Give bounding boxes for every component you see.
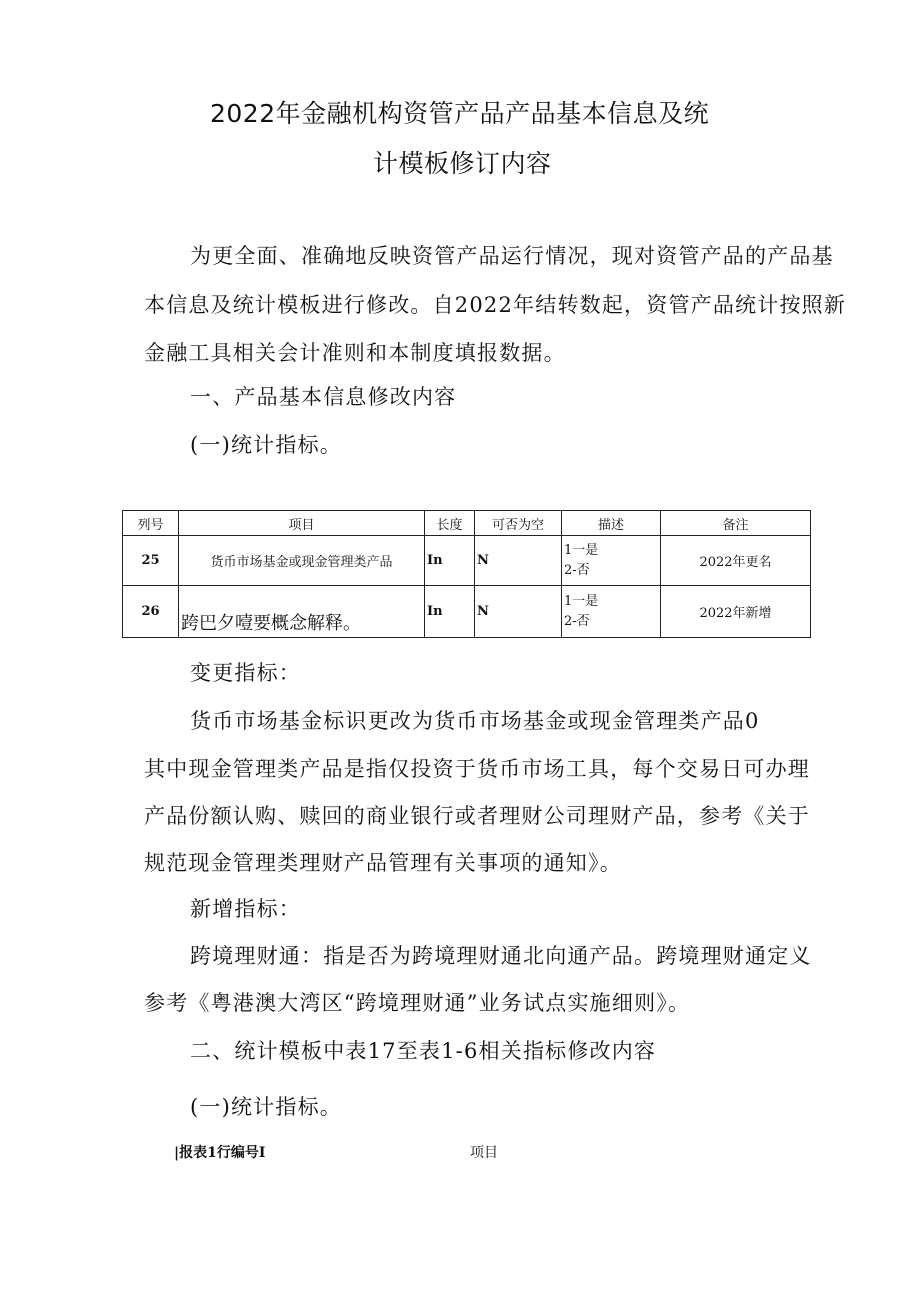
cell-note: 2022年更名	[661, 536, 811, 586]
cell-col-number: 26	[123, 586, 179, 638]
cell-note: 2022年新增	[661, 586, 811, 638]
description-option-yes: 1一是	[564, 542, 599, 558]
table2-header-item: 项目	[470, 1145, 498, 1161]
change-line-1: 货币市场基金标识更改为货币市场基金或现金管理类产品0	[190, 709, 760, 733]
description-option-yes: 1一是	[564, 593, 599, 609]
header-item: 项目	[179, 511, 425, 536]
table2-header-row-number-label: |报表1行编号I	[174, 1145, 266, 1161]
header-nullable: 可否为空	[475, 511, 562, 536]
cell-description	[562, 586, 661, 638]
description-option-no: 2-否	[564, 562, 590, 578]
added-line-1: 跨境理财通：指是否为跨境理财通北向通产品。跨境理财通定义	[190, 944, 812, 968]
intro-line-3: 金融工具相关会计准则和本制度填报数据。	[144, 341, 566, 365]
intro-line-2: 本信息及统计模板进行修改。自2022年结转数起，资管产品统计按照新	[144, 293, 847, 317]
page-title-line2: 计模板修订内容	[373, 149, 552, 178]
header-description: 描述	[562, 511, 661, 536]
change-line-3: 产品份额认购、赎回的商业银行或者理财公司理财产品，参考《关于	[144, 804, 810, 828]
description-option-no: 2-否	[564, 613, 590, 629]
intro-line-1: 为更全面、准确地反映资管产品运行情况，现对资管产品的产品基	[190, 244, 834, 268]
table-row	[123, 586, 811, 638]
cell-col-number: 25	[123, 536, 179, 586]
header-length: 长度	[425, 511, 475, 536]
table-header-row	[123, 511, 811, 536]
header-note: 备注	[661, 511, 811, 536]
table2-header-left	[174, 1142, 265, 1162]
table-row	[123, 536, 811, 586]
added-heading: 新增指标：	[190, 897, 301, 921]
cell-description	[562, 536, 661, 586]
cell-length: In	[425, 586, 475, 638]
cell-length: In	[425, 536, 475, 586]
section2-subheading: (一)统计指标。	[190, 1095, 342, 1119]
cell-nullable: N	[475, 586, 562, 638]
cell-item: 货币市场基金或现金管理类产品	[179, 536, 425, 586]
section2-heading: 二、统计模板中表17至表1-6相关指标修改内容	[190, 1039, 657, 1063]
cell-nullable: N	[475, 536, 562, 586]
section1-heading: 一、产品基本信息修改内容	[190, 385, 457, 409]
basic-info-table	[122, 510, 811, 638]
change-heading: 变更指标：	[190, 661, 301, 685]
change-line-4: 规范现金管理类理财产品管理有关事项的通知》。	[144, 851, 622, 875]
header-col-number: 列号	[123, 511, 179, 536]
change-line-2: 其中现金管理类产品是指仅投资于货币市场工具，每个交易日可办理	[144, 757, 810, 781]
cell-item: 跨巴夕噎要概念解释。	[179, 586, 425, 638]
section1-subheading: (一)统计指标。	[190, 433, 342, 457]
page-title-line1: 2022年金融机构资管产品产品基本信息及统	[210, 99, 710, 128]
added-line-2: 参考《粤港澳大湾区“跨境理财通”业务试点实施细则》。	[144, 991, 691, 1015]
